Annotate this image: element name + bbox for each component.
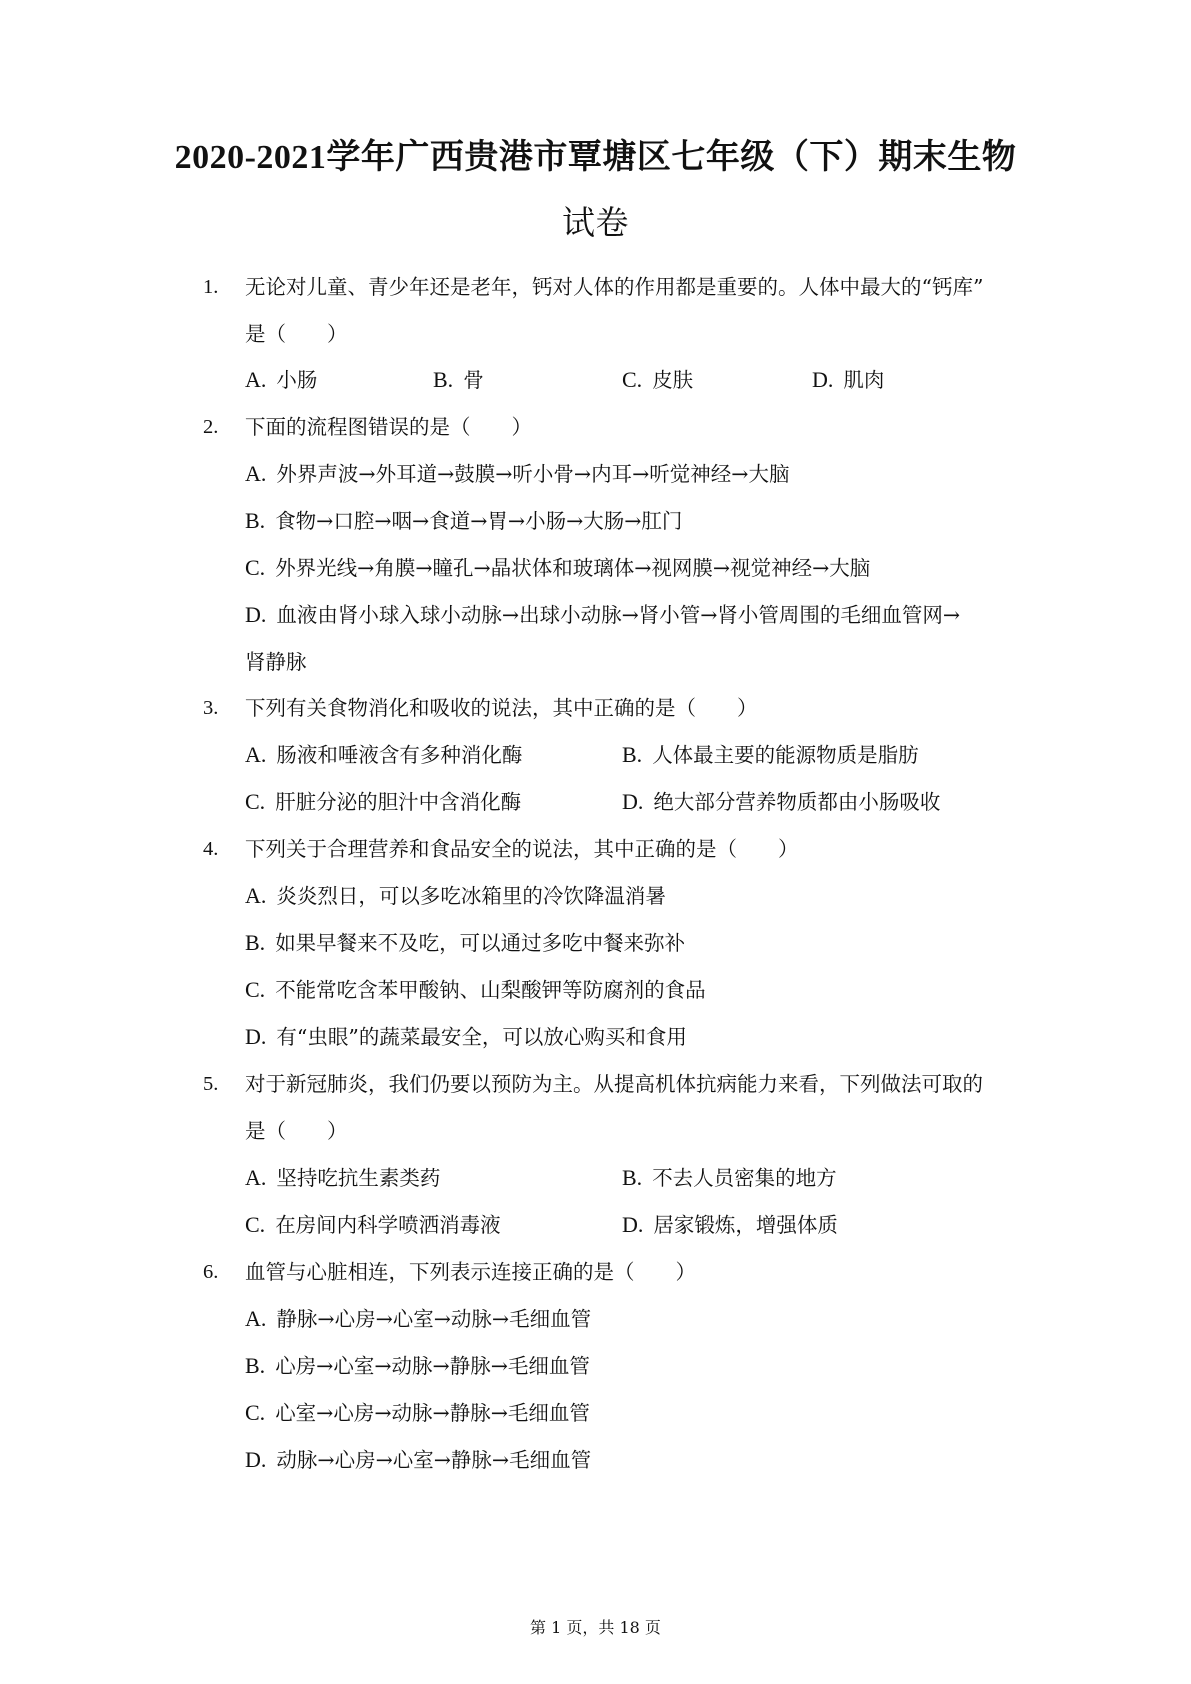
question-number: 1. [203,276,219,298]
option-letter: A. [245,742,267,767]
option-letter: D. [622,789,644,814]
document-title-line2: 试卷 [562,206,629,242]
option-text: 如果早餐来不及吃，可以通过多吃中餐来弥补 [275,931,686,955]
option-text: 小肠 [276,368,318,392]
question-stem: 下面的流程图错误的是（ ） [245,415,532,439]
option-text: 皮肤 [652,368,694,392]
option-c [622,366,693,394]
option-text: 肝脏分泌的胆汁中含消化酶 [275,790,522,814]
option-a [245,460,789,488]
option-text: 心室→心房→动脉→静脉→毛细血管 [275,1401,590,1425]
option-letter: A. [245,1165,267,1190]
option-letter: C. [245,555,266,580]
page-footer: 第 1 页，共 18 页 [530,1618,661,1637]
option-d [622,1211,838,1239]
option-letter: B. [245,1353,266,1378]
option-text: 炎炎烈日，可以多吃冰箱里的冷饮降温消暑 [276,884,666,908]
option-letter: B. [622,1165,643,1190]
option-text: 外界声波→外耳道→鼓膜→听小骨→内耳→听觉神经→大脑 [276,462,790,486]
option-text: 外界光线→角膜→瞳孔→晶状体和玻璃体→视网膜→视觉神经→大脑 [275,556,871,580]
question-number: 3. [203,697,219,719]
option-letter: B. [433,367,454,392]
option-letter: D. [245,602,267,627]
option-text: 坚持吃抗生素类药 [276,1166,441,1190]
option-text: 骨 [463,368,484,392]
option-d [245,601,960,629]
option-letter: C. [245,977,266,1002]
option-text: 静脉→心房→心室→动脉→毛细血管 [276,1307,592,1331]
option-letter: D. [812,367,834,392]
option-a [245,1164,440,1192]
option-text: 绝大部分营养物质都由小肠吸收 [653,790,941,814]
option-c [245,554,870,582]
option-a [245,741,522,769]
option-text: 人体最主要的能源物质是脂肪 [652,743,919,767]
question-stem: 下列关于合理营养和食品安全的说法，其中正确的是（ ） [245,837,799,861]
option-c [245,788,521,816]
question-number: 4. [203,838,219,860]
question-stem-cont: 是（ ） [245,322,348,346]
question-number: 2. [203,416,219,438]
option-text: 肌肉 [843,368,885,392]
option-c [245,976,706,1004]
option-c [245,1211,501,1239]
option-text: 不去人员密集的地方 [652,1166,837,1190]
option-text: 食物→口腔→咽→食道→胃→小肠→大肠→肛门 [275,509,683,533]
option-letter: A. [245,461,267,486]
option-a [245,366,317,394]
option-letter: C. [245,1212,266,1237]
question-stem-cont: 是（ ） [245,1119,348,1143]
option-letter: C. [245,1400,266,1425]
question-stem: 血管与心脏相连，下列表示连接正确的是（ ） [245,1260,696,1284]
option-d [622,788,940,816]
option-text: 肠液和唾液含有多种消化酶 [276,743,523,767]
option-text: 心房→心室→动脉→静脉→毛细血管 [275,1354,590,1378]
option-d [812,366,884,394]
option-letter: A. [245,1306,267,1331]
option-b [245,1352,590,1380]
option-text: 动脉→心房→心室→静脉→毛细血管 [276,1448,592,1472]
option-b [433,366,484,394]
option-text: 血液由肾小球入球小动脉→出球小动脉→肾小管→肾小管周围的毛细血管网→ [276,603,961,627]
option-d [245,1023,687,1051]
question-number: 6. [203,1261,219,1283]
option-c [245,1399,590,1427]
option-letter: D. [245,1024,267,1049]
option-letter: C. [245,789,266,814]
option-text: 居家锻炼，增强体质 [653,1213,838,1237]
option-text: 有“虫眼”的蔬菜最安全，可以放心购买和食用 [276,1025,687,1049]
option-b [245,929,685,957]
option-d [245,1446,591,1474]
option-b [622,1164,837,1192]
option-letter: C. [622,367,643,392]
option-text: 在房间内科学喷洒消毒液 [275,1213,501,1237]
option-letter: D. [622,1212,644,1237]
option-letter: D. [245,1447,267,1472]
option-letter: A. [245,883,267,908]
option-letter: B. [622,742,643,767]
question-stem: 下列有关食物消化和吸收的说法，其中正确的是（ ） [245,696,758,720]
option-b [245,507,682,535]
question-stem: 无论对儿童、青少年还是老年，钙对人体的作用都是重要的。人体中最大的“钙库” [245,275,984,299]
option-letter: B. [245,930,266,955]
option-d-cont: 肾静脉 [245,650,307,674]
option-text: 不能常吃含苯甲酸钠、山梨酸钾等防腐剂的食品 [275,978,706,1002]
option-a [245,882,666,910]
option-a [245,1305,591,1333]
question-stem: 对于新冠肺炎，我们仍要以预防为主。从提高机体抗病能力来看，下列做法可取的 [245,1072,983,1096]
option-letter: A. [245,367,267,392]
option-b [622,741,919,769]
option-letter: B. [245,508,266,533]
question-number: 5. [203,1073,219,1095]
document-title-line1: 2020-2021学年广西贵港市覃塘区七年级（下）期末生物 [174,139,1017,176]
